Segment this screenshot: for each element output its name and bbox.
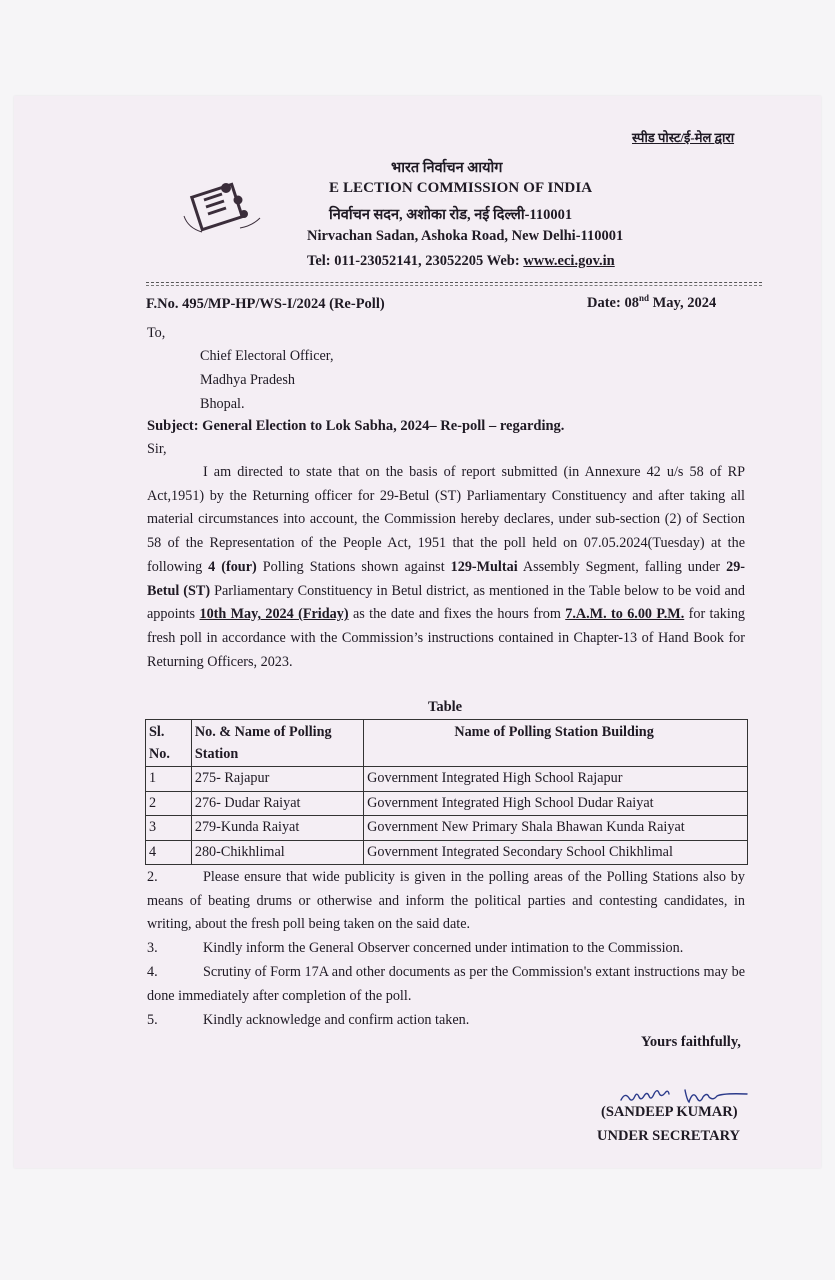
table-row	[146, 791, 748, 816]
subject-line: Subject: General Election to Lok Sabha, 2024– Re-poll – regarding.	[147, 418, 565, 434]
cell-sl: 2	[146, 791, 192, 816]
cell-sl: 3	[146, 816, 192, 841]
table-header-row	[146, 720, 748, 767]
cell-station: 280-Chikhlimal	[191, 840, 363, 865]
website-link[interactable]: www.eci.gov.in	[523, 253, 615, 269]
yours-faithfully: Yours faithfully,	[641, 1034, 741, 1050]
cell-station: 276- Dudar Raiyat	[191, 791, 363, 816]
eci-logo-icon	[180, 180, 266, 236]
addressee-line-3: Bhopal.	[200, 396, 245, 412]
telephone: Tel: 011-23052141, 23052205 Web:	[307, 253, 524, 269]
table-caption: Table	[428, 699, 463, 715]
org-name-english: E LECTION COMMISSION OF INDIA	[329, 180, 593, 196]
header-divider-2	[146, 285, 762, 286]
cell-building: Government New Primary Shala Bhawan Kunda Raiyat	[364, 816, 748, 841]
point-2: 2. Please ensure that wide publicity is given in the polling areas of the Polling Stations also by means of beating drums or otherwise and inform the political parties and contesting candidates, in writing, about the fresh poll being taken on the said date.	[147, 869, 745, 933]
addressee-line-1: Chief Electoral Officer,	[200, 348, 334, 364]
table-row	[146, 840, 748, 865]
cell-station: 279-Kunda Raiyat	[191, 816, 363, 841]
cell-building: Government Integrated Secondary School Chikhlimal	[364, 840, 748, 865]
point-3: 3. Kindly inform the General Observer concerned under intimation to the Commission.	[147, 940, 684, 956]
cell-building: Government Integrated High School Rajapur	[364, 767, 748, 792]
signatory-name: (SANDEEP KUMAR)	[601, 1104, 738, 1120]
point-4: 4. Scrutiny of Form 17A and other documents as per the Commission's extant instructions may be done immediately after completion of the poll.	[147, 964, 745, 1004]
letter-date: Date: 08nd May, 2024	[587, 293, 717, 311]
to-label: To,	[147, 325, 166, 341]
header-sl-no: Sl. No.	[146, 720, 192, 767]
table-row	[146, 767, 748, 792]
cell-building: Government Integrated High School Dudar Raiyat	[364, 791, 748, 816]
polling-station-table	[145, 719, 748, 865]
speed-post-note: स्पीड पोस्ट/ई-मेल द्वारा	[632, 130, 735, 145]
signatory-designation: UNDER SECRETARY	[597, 1128, 741, 1144]
main-paragraph: I am directed to state that on the basis of report submitted (in Annexure 42 u/s 58 of RP Act,1951) by the Returning officer for 29-Betul (ST) Parliamentary Constituency and after taking all material circumstances into account, the Commission hereby declares, under sub-section (2) of Section 58 of the Representation of the People Act, 1951 that the poll held on 07.05.2024(Tuesday) at the following 4 (four) Polling Stations shown against 129-Multai Assembly Segment, falling under 29- Betul (ST) Parliamentary Constituency in Betul district, as mentioned in the Table below to be void and appoints 10th May, 2024 (Friday) as the date and fixes the hours from 7.A.M. to 6.00 P.M. for taking fresh poll in accordance with the Commission’s instructions contained in Chapter-13 of Hand Book for Returning Officers, 2023.	[147, 464, 746, 670]
header-divider	[146, 282, 762, 283]
salutation: Sir,	[147, 441, 167, 457]
table-row	[146, 816, 748, 841]
header-polling-station: No. & Name of Polling Station	[191, 720, 363, 767]
cell-sl: 4	[146, 840, 192, 865]
cell-sl: 1	[146, 767, 192, 792]
file-number: F.No. 495/MP-HP/WS-I/2024 (Re-Poll)	[146, 296, 385, 312]
addressee-line-2: Madhya Pradesh	[200, 372, 295, 388]
address-hindi: निर्वाचन सदन, अशोका रोड, नई दिल्ली-110001	[329, 207, 573, 223]
address-english: Nirvachan Sadan, Ashoka Road, New Delhi-110001	[307, 228, 624, 244]
org-name-hindi: भारत निर्वाचन आयोग	[391, 160, 503, 176]
cell-station: 275- Rajapur	[191, 767, 363, 792]
point-5: 5. Kindly acknowledge and confirm action taken.	[147, 1012, 470, 1028]
header-building: Name of Polling Station Building	[364, 720, 748, 767]
contact-line	[307, 253, 615, 270]
